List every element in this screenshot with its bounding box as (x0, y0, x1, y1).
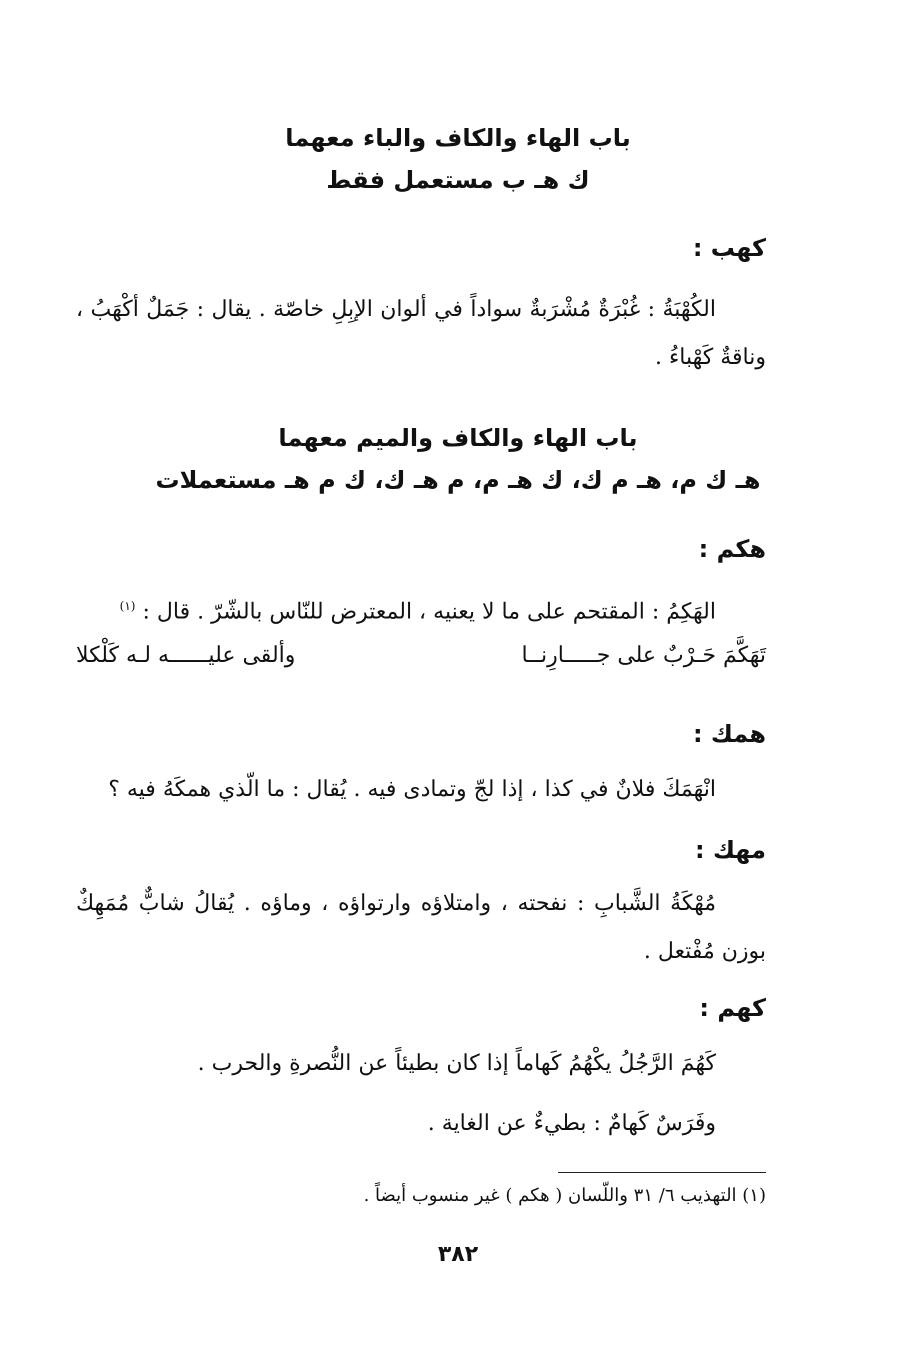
footnote-marker: (١) (119, 599, 136, 613)
entry-text-kaham-line2: وفَرَسٌ كَهامٌ : بطيءٌ عن الغاية . (427, 1111, 716, 1136)
verse-line (76, 642, 766, 671)
chapter-title: باب الهاء والكاف والباء معهما (285, 124, 631, 152)
chapter-roots: ك هـ ب مستعمل فقط (326, 166, 590, 194)
entry-text-kaham-line1: كَهُمَ الرَّجُلُ يكْهُمُ كَهاماً إذا كان بطيئاً عن النُّصرةِ والحرب . (197, 1051, 716, 1076)
entry-head-kaham: كهم : (699, 994, 766, 1022)
page-number: ٣٨٢ (437, 1242, 479, 1267)
entry-text-kahab: الكُهْبَةُ : غُبْرَةٌ مُشْرَبةٌ سواداً في ألوان الإبِلِ خاصّة . يقال : جَمَلٌ أكْهَبُ ، وناقةٌ كَهْباءُ . (76, 297, 766, 370)
footnote-divider (558, 1172, 766, 1173)
footnote: (١) التهذيب ٦/ ٣١ واللّسان ( هكم ) غير منسوب أيضاً . (363, 1185, 766, 1206)
entry-text-mahak: مُهْكَةُ الشَّبابِ : نفحته ، وامتلاؤه وارتواؤه ، وماؤه . يُقالُ شابٌّ مُمَهِكٌ بوزن مُفْتعل . (76, 891, 766, 964)
entry-head-hakam: هكم : (698, 535, 766, 563)
entry-head-hamak: همك : (692, 720, 766, 748)
chapter-roots: هـ ك م، هـ م ك، ك هـ م، م هـ ك، ك م هـ مستعملات (155, 466, 761, 494)
verse-first-hemistich: تَهَكَّمَ حَـرْبٌ على جـــــارِنــا (521, 643, 766, 668)
entry-head-mahak: مهك : (694, 836, 766, 864)
chapter-title: باب الهاء والكاف والميم معهما (278, 424, 638, 452)
entry-text-hakam (76, 582, 766, 636)
entry-head-kahab: كهب : (692, 234, 766, 262)
entry-text-hamak: انْهَمَكَ فلانٌ في كذا ، إذا لجّ وتمادى فيه . يُقال : ما الّذي همكَهُ فيه ؟ (108, 777, 716, 802)
entry-text-hakam-body: الهَكِمُ : المقتحم على ما لا يعنيه ، المعترض للنّاس بالشّرّ . قال : (142, 599, 716, 625)
verse-second-hemistich: وألقى عليــــــه لـه كَلْكلا (76, 643, 296, 668)
